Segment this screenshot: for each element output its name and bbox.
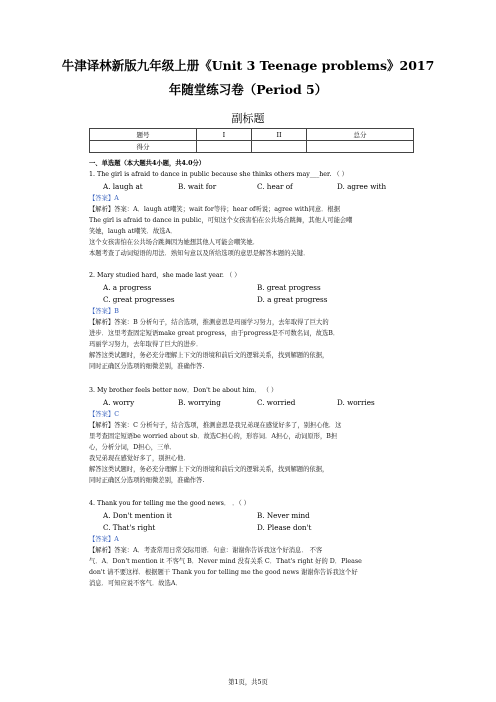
question-2-explain-line: 同时正确区分选项的细微差别，准确作答. (89, 363, 205, 370)
question-4-option-c: C. That's right (103, 523, 156, 532)
score-cell[interactable] (196, 141, 251, 153)
score-row-label: 得分 (90, 141, 197, 153)
doc-title-line2: 年随堂练习卷（Period 5） (168, 82, 328, 97)
question-1-option-c: C. hear of (257, 182, 293, 191)
score-table-row (90, 141, 414, 153)
question-2-option-a: A. a progress (103, 283, 152, 292)
question-3-option-c: C. worried (257, 398, 296, 407)
question-4-explain-line: 【解析】答案：A．考查常用日常交际用语．句意：谢谢你告诉我这个好消息． 不客 (89, 547, 323, 554)
question-3-answer: 【答案】C (89, 411, 120, 418)
question-3-explain-line: 解答这类试题时，务必充分理解上下文的语境和前后文的逻辑关系，找到解题的依据， (89, 466, 329, 473)
doc-title-line1: 牛津译林新版九年级上册《Unit 3 Teenage problems》2017 (61, 58, 435, 73)
question-1-explain-line: 笑她，laugh at嘲笑．故选A． (89, 228, 177, 235)
question-1-explain-line: 本题考查了动词短语的用法．熟知句意以及所给选项的意思是解答本题的关键． (89, 250, 310, 257)
question-3-explain-line: 我兄弟现在感觉好多了，别担心他． (89, 455, 190, 462)
question-4-explain-line: 气．A．Don't mention it 不客气 B．Never mind 没有关系 C．That's right 好的 D．Please (89, 558, 362, 565)
question-2-explain-line: 玛丽学习努力，去年取得了巨大的进步． (89, 341, 203, 348)
question-4-answer: 【答案】A (89, 536, 119, 543)
question-2-explain-line: 进步．这里考查固定短语make great progress，由于progress是不可数名词，故选B． (89, 330, 340, 337)
question-3-explain-line: 心，分析分词，D担心，三单． (89, 444, 176, 451)
question-2-answer: 【答案】B (89, 308, 119, 315)
doc-subtitle: 副标题 (231, 112, 265, 125)
question-1-option-d: D. agree with (337, 182, 387, 191)
question-3-explain-line: 里考查固定短语be worried about sb．故选C担心的，形容词．A担心，动词原形，B担 (89, 433, 338, 440)
question-4-explain-line: don't 请不要这样．根据题干 Thank you for telling me the good news 谢谢你告诉我这个好 (89, 569, 358, 576)
question-3-option-a: A. worry (103, 398, 135, 407)
question-3-stem: 3. My brother feels better now．Don't be about him． （ ） (89, 387, 278, 394)
question-2-option-d: D. a great progress (257, 295, 328, 304)
question-3-option-b: B. worrying (178, 398, 221, 407)
score-cell[interactable] (251, 141, 306, 153)
score-header-cell: 总分 (307, 129, 414, 141)
score-table (89, 128, 414, 153)
question-3-explain-line: 【解析】答案：C 分析句子，结合选项，推测意思是我兄弟现在感觉好多了，别担心他．这 (89, 422, 342, 429)
question-1-answer: 【答案】A (89, 195, 119, 202)
question-3-option-d: D. worries (337, 398, 375, 407)
score-header-cell: II (251, 129, 306, 141)
question-1-explain-line: 【解析】答案：A．laugh at嘲笑；wait for等待；hear of听说；agree with同意．根据 (89, 206, 341, 213)
question-4-option-a: A. Don't mention it (103, 511, 172, 520)
question-1-stem: 1. The girl is afraid to dance in public because she thinks others may___her. （ ） (89, 171, 348, 178)
question-4-option-b: B. Never mind (257, 511, 310, 520)
question-3-explain-line: 同时正确区分选项的细微差别，准确作答. (89, 477, 205, 484)
question-4-stem: 4. Thank you for telling me the good news． ．（ ） (89, 500, 250, 507)
question-2-explain-line: 【解析】答案：B 分析句子，结合选项，推测意思是玛丽学习努力，去年取得了巨大的 (89, 319, 329, 326)
question-1-option-b: B. wait for (178, 182, 217, 191)
score-header-cell: 题号 (90, 129, 197, 141)
question-1-option-a: A. laugh at (103, 182, 143, 191)
question-4-option-d: D. Please don't (257, 523, 312, 532)
question-2-stem: 2. Mary studied hard，she made last year. （ ） (89, 272, 241, 279)
question-2-option-b: B. great progress (257, 283, 321, 292)
question-4-explain-line: 消息．可知应说不客气．故选A． (89, 580, 182, 587)
score-table-header-row (90, 129, 414, 141)
question-2-explain-line: 解答这类试题时，务必充分理解上下文的语境和前后文的逻辑关系，找到解题的依据， (89, 352, 329, 359)
question-1-explain-line: 这个女孩害怕在公共场合跳舞因为她想其他人可能会嘲笑她． (89, 239, 260, 246)
section-heading: 一、单选题（本大题共4小题，共4.0分） (89, 160, 206, 167)
question-2-option-c: C. great progresses (103, 295, 175, 304)
question-1-explain-line: The girl is afraid to dance in public，可知这个女孩害怕在公共场合跳舞，其他人可能会嘲 (89, 217, 353, 224)
score-header-cell: I (196, 129, 251, 141)
score-cell[interactable] (307, 141, 414, 153)
page-footer: 第1页，共5页 (228, 679, 268, 686)
